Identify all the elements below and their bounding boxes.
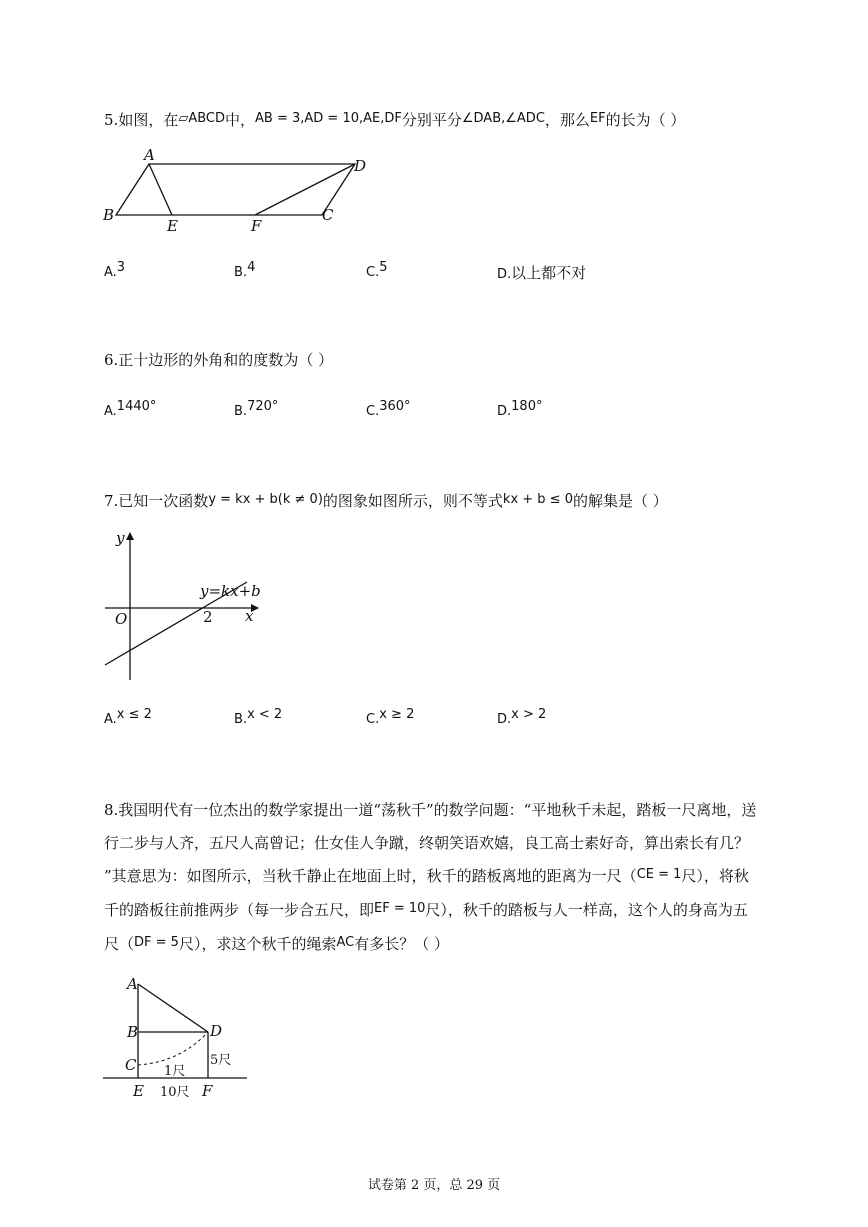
rope-ad: [138, 984, 208, 1032]
q8-text: 尺（: [104, 935, 135, 953]
q5-text-5: 的长为（ ）: [605, 111, 686, 129]
label-c: C: [125, 1056, 137, 1074]
option-value: 5: [379, 260, 388, 275]
q8-math: CE = 1: [636, 867, 682, 882]
option-label: D.: [497, 267, 512, 282]
q8-text: ”其意思为：如图所示，当秋千静止在地面上时，秋千的踏板离地的距离为一尺（: [104, 867, 637, 885]
option-value: 3: [116, 260, 126, 275]
option-label: C.: [366, 404, 380, 419]
label-b: B: [127, 1023, 139, 1041]
q5-math-1: ABCD: [188, 111, 225, 126]
option-value: 以上都不对: [511, 264, 587, 282]
q8-text: 尺），求这个秋千的绳索: [178, 935, 337, 953]
q7-option-a[interactable]: [104, 709, 152, 727]
q5-option-c[interactable]: [366, 262, 388, 280]
q8-math: DF = 5: [134, 935, 179, 950]
q6-option-a[interactable]: [104, 401, 156, 419]
label-one-chi: 1尺: [164, 1064, 186, 1079]
label-f: F: [251, 217, 262, 235]
q7-text-3: 的解集是（ ）: [572, 492, 668, 510]
q7-linear-function-graph: [100, 525, 270, 685]
q6-option-d[interactable]: [497, 401, 542, 419]
q8-line-4: [104, 896, 748, 926]
q7-text-1: 7.已知一次函数: [104, 492, 209, 510]
label-d: D: [354, 157, 367, 175]
q5-text-3: 分别平分: [401, 111, 462, 129]
option-label: A.: [104, 712, 117, 727]
q5-text-2: 中，: [225, 111, 256, 129]
label-e: E: [133, 1082, 144, 1100]
question-5-stem: [104, 106, 685, 136]
label-f: F: [202, 1082, 213, 1100]
q8-line-5: [104, 930, 449, 960]
q5-option-a[interactable]: [104, 262, 125, 280]
q5-parallelogram-figure: [100, 145, 380, 240]
q8-text: 有多长？（ ）: [354, 935, 449, 953]
q7-math-2: kx + b ≤ 0: [502, 492, 573, 507]
option-label: C.: [366, 265, 380, 280]
swing-arc: [138, 1032, 208, 1065]
option-label: A.: [104, 404, 117, 419]
q8-text: 千的踏板往前推两步（每一步合五尺，即: [104, 901, 375, 919]
option-value: 1440°: [116, 399, 157, 414]
label-five-chi: 5尺: [210, 1053, 232, 1068]
option-label: D.: [497, 712, 512, 727]
option-value: 360°: [379, 399, 411, 414]
label-d: D: [210, 1022, 223, 1040]
option-value: x < 2: [247, 707, 283, 722]
label-a: A: [144, 146, 155, 164]
label-origin: O: [115, 610, 128, 628]
option-value: x ≤ 2: [116, 707, 152, 722]
question-number: 5.: [104, 111, 119, 129]
option-value: x > 2: [511, 707, 547, 722]
question-7-stem: [104, 487, 668, 517]
q6-option-c[interactable]: [366, 401, 411, 419]
q5-math-4: EF: [589, 111, 606, 126]
option-label: A.: [104, 265, 117, 280]
option-value: 180°: [511, 399, 543, 414]
parallelogram-symbol: ▱: [178, 111, 189, 126]
q6-option-b[interactable]: [234, 401, 278, 419]
option-label: B.: [234, 265, 248, 280]
q8-math: EF = 10: [374, 901, 426, 916]
q8-line-2: 行二步与人齐，五尺人高曾记；仕女佳人争蹴，终朝笑语欢嬉，良工高士素好奇，算出索长有几？: [104, 834, 750, 852]
q8-swing-figure: [100, 972, 250, 1102]
label-x-intercept: 2: [203, 608, 213, 626]
q5-text-4: ，那么: [544, 111, 590, 129]
label-a: A: [127, 975, 138, 993]
q7-text-2: 的图象如图所示，则不等式: [322, 492, 503, 510]
q7-option-d[interactable]: [497, 709, 546, 727]
q5-option-b[interactable]: [234, 262, 255, 280]
q8-math: AC: [336, 935, 355, 950]
q5-math-2: AB = 3,AD = 10,AE,DF: [255, 111, 402, 126]
q8-line-3: [104, 862, 749, 892]
q8-text: 尺），将秋: [681, 867, 749, 885]
question-6-stem: 6.正十边形的外角和的度数为（ ）: [104, 351, 334, 369]
label-ten-chi: 10尺: [160, 1085, 190, 1100]
q5-math-3: ∠DAB,∠ADC: [461, 111, 545, 126]
option-label: B.: [234, 404, 248, 419]
option-label: B.: [234, 712, 248, 727]
q5-option-d[interactable]: [497, 262, 586, 283]
option-value: 720°: [247, 399, 279, 414]
label-y: y: [116, 529, 125, 547]
page-footer: 试卷第 2 页，总 29 页: [367, 1178, 501, 1193]
q7-option-c[interactable]: [366, 709, 414, 727]
q8-text: 尺），秋千的踏板与人一样高，这个人的身高为五: [425, 901, 748, 919]
label-b: B: [103, 206, 115, 224]
q5-text-1: 如图，在: [118, 111, 179, 129]
option-label: D.: [497, 404, 512, 419]
label-function: y=kx+b: [200, 582, 261, 600]
label-c: C: [322, 206, 334, 224]
label-x: x: [245, 607, 254, 625]
segment-ae: [149, 164, 172, 215]
segment-df: [255, 164, 355, 215]
q7-math-1: y = kx + b(k ≠ 0): [208, 492, 323, 507]
q7-option-b[interactable]: [234, 709, 282, 727]
q8-line-1: 8.我国明代有一位杰出的数学家提出一道“荡秋千”的数学问题：“平地秋千未起，踏板一尺离地，送: [104, 801, 757, 819]
label-e: E: [167, 217, 178, 235]
option-label: C.: [366, 712, 380, 727]
option-value: x ≥ 2: [379, 707, 415, 722]
option-value: 4: [247, 260, 256, 275]
